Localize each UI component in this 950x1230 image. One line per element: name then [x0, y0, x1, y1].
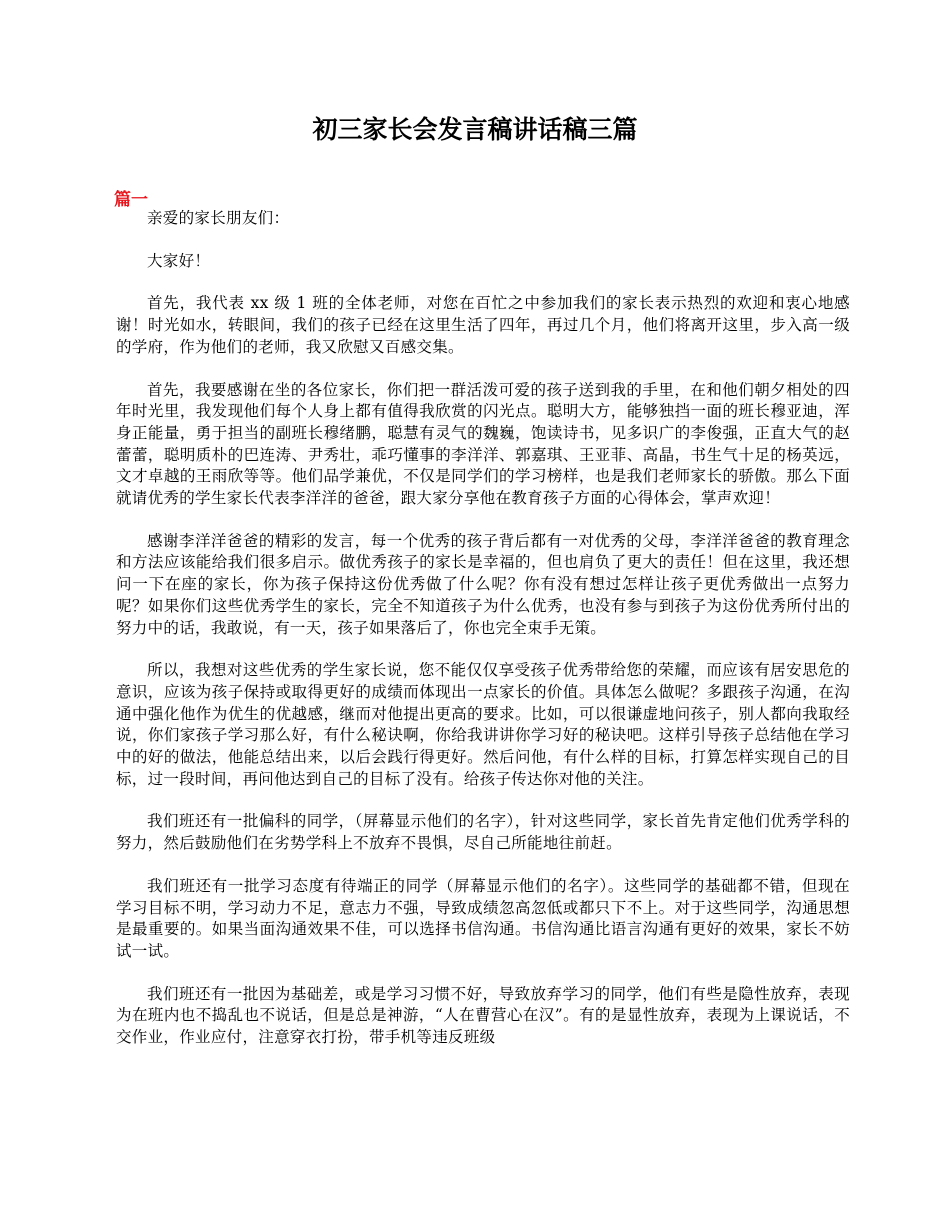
paragraph: 我们班还有一批学习态度有待端正的同学（屏幕显示他们的名字）。这些同学的基础都不错，但现在学习目标不明，学习动力不足，意志力不强，导致成绩忽高忽低或都只下不上。对于这些同学，沟通思想是最重要的。如果当面沟通效果不佳，可以选择书信沟通。书信沟通比语言沟通有更好的效果，家长不妨试一试。 — [116, 876, 850, 960]
paragraph: 所以，我想对这些优秀的学生家长说，您不能仅仅享受孩子优秀带给您的荣耀，而应该有居安思危的意识，应该为孩子保持或取得更好的成绩而体现出一点家长的价值。具体怎么做呢？多跟孩子沟通，在沟通中强化他作为优生的优越感，继而对他提出更高的要求。比如，可以很谦虚地问孩子，别人都向我取经说，你们家孩子学习那么好，有什么秘诀啊，你给我讲讲你学习好的秘诀吧。这样引导孩子总结他在学习中的好的做法，他能总结出来，以后会践行得更好。然后问他，有什么样的目标，打算怎样实现自己的目标，过一段时间，再问他达到自己的目标了没有。给孩子传达你对他的关注。 — [116, 661, 850, 788]
paragraph: 首先，我要感谢在坐的各位家长，你们把一群活泼可爱的孩子送到我的手里，在和他们朝夕相处的四年时光里，我发现他们每个人身上都有值得我欣赏的闪光点。聪明大方，能够独挡一面的班长穆亚迪，浑身正能量，勇于担当的副班长穆绪鹏，聪慧有灵气的魏巍，饱读诗书，见多识广的李俊强，正直大气的赵蕾蕾，聪明质朴的巴连涛、尹秀壮，乖巧懂事的李洋洋、郭嘉琪、王亚菲、高晶，书生气十足的杨英远，文才卓越的王雨欣等等。他们品学兼优，不仅是同学们的学习榜样，也是我们老师家长的骄傲。那么下面就请优秀的学生家长代表李洋洋的爸爸，跟大家分享他在教育孩子方面的心得体会，掌声欢迎！ — [116, 380, 850, 508]
paragraph: 首先，我代表 xx 级 1 班的全体老师，对您在百忙之中参加我们的家长表示热烈的欢迎和衷心地感谢！时光如水，转眼间，我们的孩子已经在这里生活了四年，再过几个月，他们将离开这里，步入高一级的学府，作为他们的老师，我又欣慰又百感交集。 — [116, 294, 850, 356]
paragraph: 我们班还有一批因为基础差，或是学习习惯不好，导致放弃学习的同学，他们有些是隐性放弃，表现为在班内也不捣乱也不说话，但是总是神游，“人在曹营心在汉”。有的是显性放弃，表现为上课说话，不交作业，作业应付，注意穿衣打扮，带手机等违反班级 — [116, 984, 850, 1047]
document-body — [116, 208, 850, 1070]
paragraph-hello: 大家好！ — [147, 251, 211, 270]
document-title: 初三家长会发言稿讲话稿三篇 — [312, 115, 638, 144]
paragraph-greeting: 亲爱的家长朋友们： — [147, 209, 290, 227]
paragraph: 感谢李洋洋爸爸的精彩的发言，每一个优秀的孩子背后都有一对优秀的父母，李洋洋爸爸的教育理念和方法应该能给我们很多启示。做优秀孩子的家长是幸福的，但也肩负了更大的责任！但在这里，我还想问一下在座的家长，你为孩子保持这份优秀做了什么呢？你有没有想过怎样让孩子更优秀做出一点努力呢？如果你们这些优秀学生的家长，完全不知道孩子为什么优秀，也没有参与到孩子为这份优秀所付出的努力中的话，我敢说，有一天，孩子如果落后了，你也完全束手无策。 — [116, 531, 850, 637]
paragraph: 我们班还有一批偏科的同学，（屏幕显示他们的名字），针对这些同学，家长首先肯定他们优秀学科的努力，然后鼓励他们在劣势学科上不放弃不畏惧，尽自己所能地往前赶。 — [116, 812, 850, 853]
section-label: 篇一 — [114, 190, 148, 210]
